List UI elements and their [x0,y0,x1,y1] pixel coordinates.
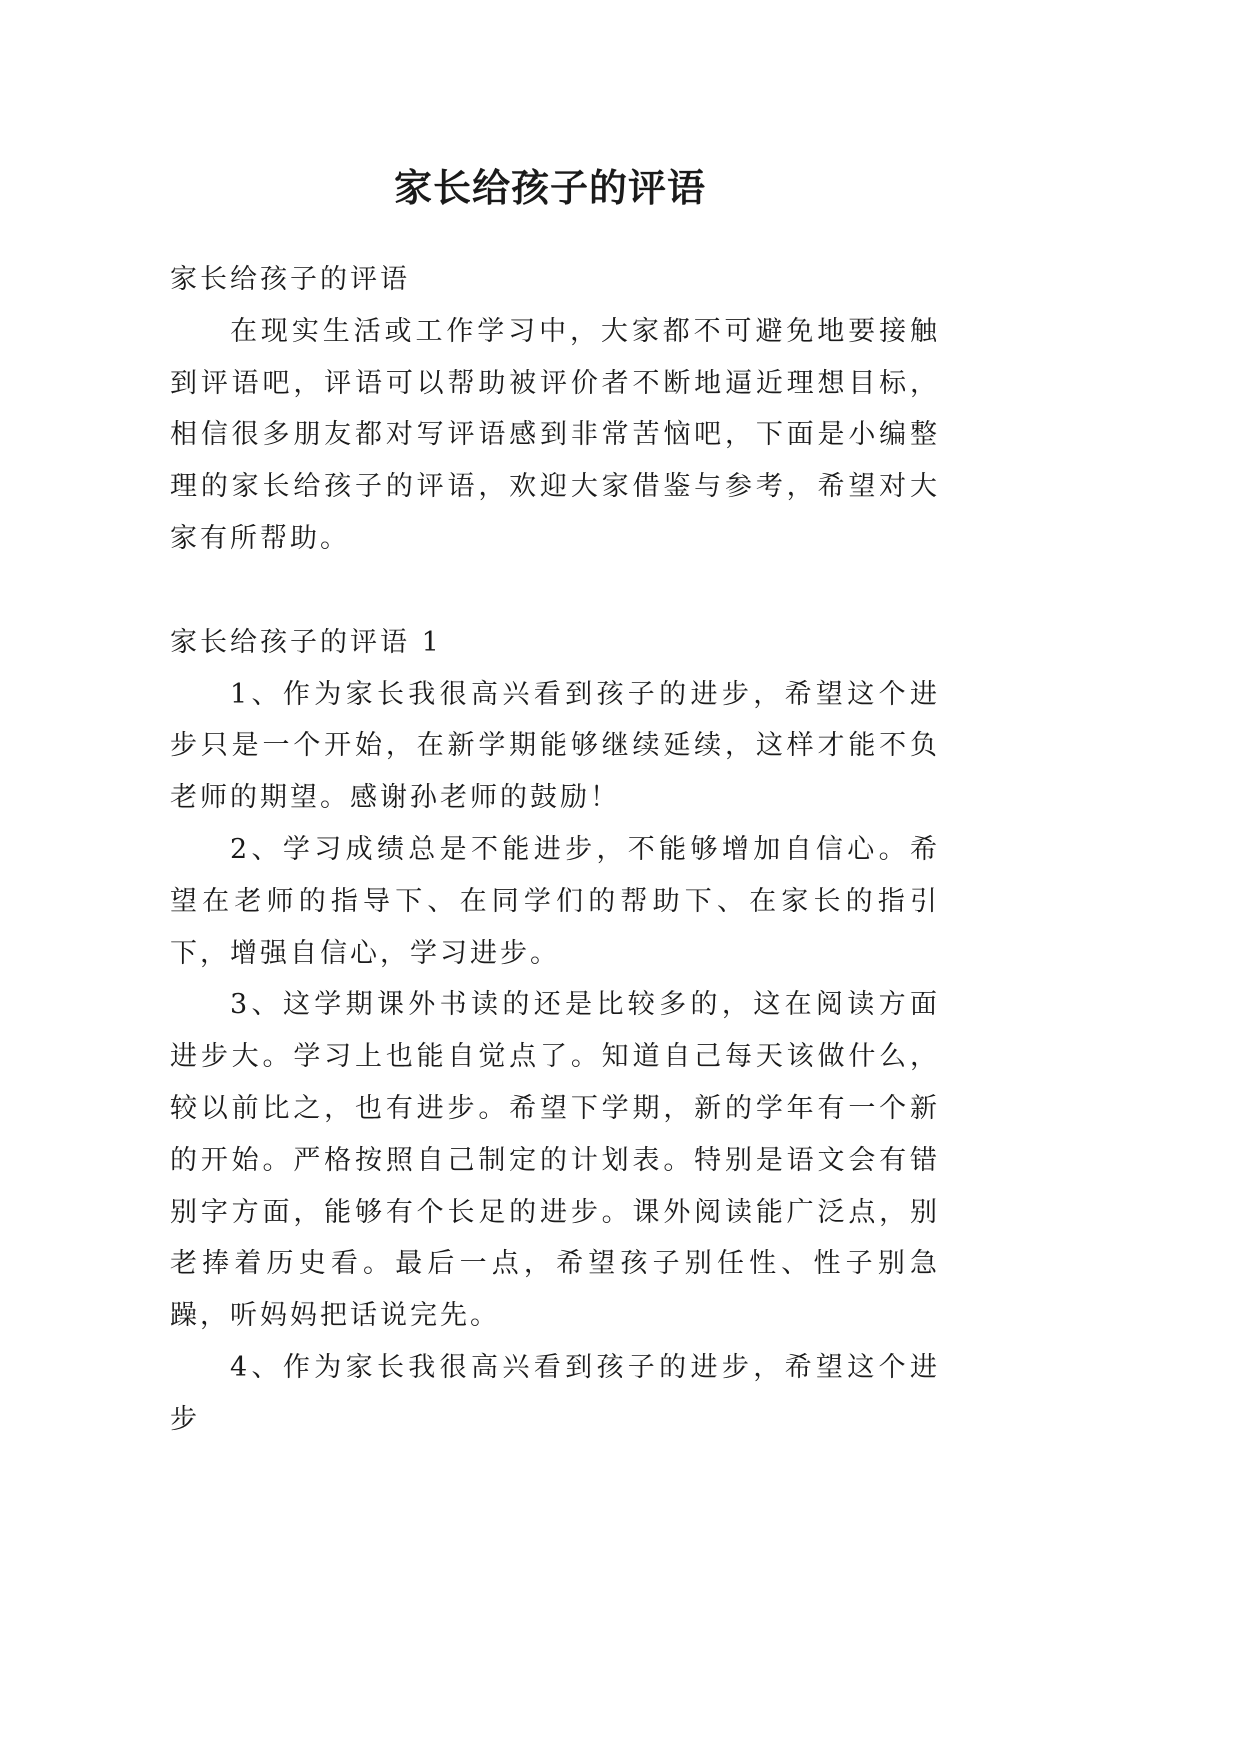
comment-item-1: 1、作为家长我很高兴看到孩子的进步，希望这个进步只是一个开始，在新学期能够继续延续，这样才能不负老师的期望。感谢孙老师的鼓励！ [170,678,940,814]
intro-paragraph: 在现实生活或工作学习中，大家都不可避免地要接触到评语吧，评语可以帮助被评价者不断地逼近理想目标，相信很多朋友都对写评语感到非常苦恼吧，下面是小编整理的家长给孩子的评语，欢迎大家借鉴与参考，希望对大家有所帮助。 [170,315,940,554]
document-title: 家长给孩子的评语 [393,165,706,211]
subtitle: 家长给孩子的评语 [170,264,410,295]
comment-item-4: 4、作为家长我很高兴看到孩子的进步，希望这个进步 [170,1351,940,1435]
comment-item-2: 2、学习成绩总是不能进步，不能够增加自信心。希望在老师的指导下、在同学们的帮助下、在家长的指引下，增强自信心，学习进步。 [170,833,940,969]
section-spacer [170,565,940,617]
comment-item-3: 3、这学期课外书读的还是比较多的，这在阅读方面进步大。学习上也能自觉点了。知道自己每天该做什么，较以前比之，也有进步。希望下学期，新的学年有一个新的开始。严格按照自己制定的计划表。特别是语文会有错别字方面，能够有个长足的进步。课外阅读能广泛点，别老捧着历史看。最后一点，希望孩子别任性、性子别急躁，听妈妈把话说完先。 [170,989,940,1332]
section-heading: 家长给孩子的评语 1 [170,626,442,658]
document-body [170,254,940,1446]
